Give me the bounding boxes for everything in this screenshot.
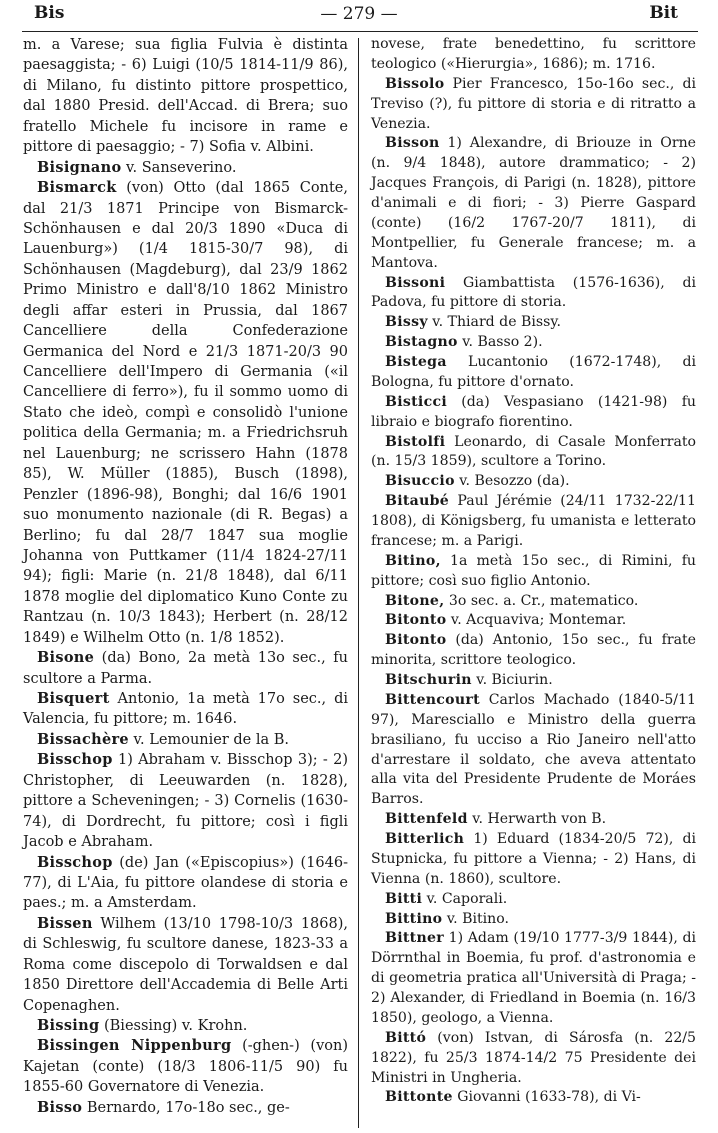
entry-text: 3o sec. a. Cr., matematico. — [444, 592, 639, 609]
entry-text: Lucantonio (1672-1748), di Bologna, fu pittore d'ornato. — [371, 354, 696, 390]
entry-headword: Bisschop — [37, 751, 113, 769]
entry-headword: Bissoni — [385, 274, 446, 291]
entry-headword: Bitti — [385, 890, 423, 907]
dictionary-entry — [371, 472, 696, 492]
dictionary-entry — [371, 393, 696, 433]
entry-text: 1) Adam (19/10 1777-3/9 1844), di Dörrnthal in Boemia, fu prof. d'astronomia e di geometria pratica all'Università di Praga; - 2) Alexander, di Friedland in Boemia (n. 16/3 1850), geologo, a Vienna. — [371, 930, 696, 1026]
entry-text: v. Besozzo (da). — [454, 473, 570, 490]
entry-text: Wilhem (13/10 1798-10/3 1868), di Schleswig, fu scultore danese, 1823-33 a Roma come discepolo di Torwaldsen e dal 1850 Direttore dell'Accademia di Belle Arti Copenaghen. — [23, 915, 348, 1014]
entry-headword: Bismarck — [37, 179, 117, 197]
dictionary-entry — [371, 134, 696, 273]
entry-headword: Bitterlich — [385, 831, 465, 847]
entry-text: v. Herwarth von B. — [467, 811, 607, 828]
entry-headword: Bittner — [385, 930, 445, 947]
entry-text: (von) Istvan, di Sárosfa (n. 22/5 1822), fu 25/3 1874-14/2 75 Presidente dei Ministri in Ungheria. — [371, 1029, 696, 1086]
entry-text: (-ghen-) (von) Kajetan (conte) (18/3 1806-11/5 90) fu 1855-60 Governatore di Venezia. — [23, 1038, 348, 1096]
entry-headword: Bisuccio — [385, 473, 455, 490]
entry-headword: Bisson — [385, 135, 440, 152]
dictionary-entry — [371, 35, 696, 75]
entry-headword: Bisso — [37, 1098, 83, 1116]
dictionary-entry — [371, 592, 696, 612]
entry-text: novese, frate benedettino, fu scrittore teologico («Hierurgia», 1686); m. 1716. — [371, 36, 696, 72]
dictionary-entry — [23, 158, 348, 178]
dictionary-entry — [371, 671, 696, 691]
entry-text: (von) Otto (dal 1865 Conte, dal 21/3 1871 Principe von Bismarck-Schönhausen e dal 20/3 1890 «Duca di Lauenburg») (1/4 1815-30/7 98), di Schönhausen (Magdeburg), dal 23/9 1862 Primo Ministro e dall'8/10 1862 Ministro degli affar esteri in Prussia, dal 1867 Cancelliere della Confederazione Germanica del Nord e 21/3 1871-20/3 90 Cancelliere dell'Impero di Germania («il Cancelliere di ferro»), fu il sommo uomo di Stato che ideò, compì e consolidò l'unione politica della Germania; m. a Friedrichsruh nel Lauenburg; ne scrissero Hahn (1878 85), W. Müller (1885), Busch (1898), Penzler (1896-98), Bonghi; dal 16/6 1901 suo monumento nazionale (di R. Begas) a Berlino; fu dal 28/7 1847 sua moglie Johanna von Puttkamer (11/4 1824-27/11 94); figli: Marie (n. 21/8 1848), dal 6/11 1878 moglie del diplomatico Kuno Conte zu Rantzau (n. 10/3 1843); Herbert (n. 28/12 1849) e Wilhelm Otto (n. 1/8 1852). — [23, 180, 348, 646]
entry-text: v. Thiard de Bissy. — [427, 314, 561, 331]
dictionary-entry — [371, 75, 696, 135]
dictionary-entry — [23, 648, 348, 689]
entry-text: Antonio, 1a metà 17o sec., di Valencia, fu pittore; m. 1646. — [23, 691, 348, 728]
dictionary-entry — [23, 853, 348, 914]
entry-text: m. a Varese; sua figlia Fulvia è distinta paesaggista; - 6) Luigi (10/5 1814-11/9 86), di Milano, fu distinto pittore prospettico, dal 1880 Presid. dell'Accad. di Brera; suo fratello Michele fu incisore in rame e pittore di paesaggio; - 7) Sofia v. Albini. — [23, 37, 348, 156]
running-head-left: Bis — [34, 3, 65, 23]
dictionary-entry — [23, 178, 348, 648]
dictionary-entry — [371, 929, 696, 1028]
entry-headword: Bitaubé — [385, 493, 450, 510]
dictionary-entry — [371, 313, 696, 333]
entry-headword: Bisquert — [37, 690, 110, 707]
entry-headword: Bitino, — [385, 552, 441, 569]
entry-text: 1) Abraham v. Bisschop 3); - 2) Christopher, di Leeuwarden (n. 1828), pittore a Scheveningen; - 3) Cornelis (1630-74), di Dordrecht, fu pittore; così i figli Jacob e Abraham. — [23, 752, 348, 851]
entry-headword: Bisignano — [37, 158, 122, 176]
dictionary-entry — [23, 689, 348, 730]
header-rule — [22, 31, 698, 32]
dictionary-entry — [371, 910, 696, 930]
page-header — [0, 0, 718, 34]
entry-text: v. Bitino. — [442, 910, 509, 927]
entry-text: v. Sanseverino. — [121, 159, 237, 176]
dictionary-entry — [23, 750, 348, 852]
entry-headword: Bissen — [37, 914, 93, 932]
dictionary-entry — [371, 274, 696, 314]
entry-text: Paul Jérémie (24/11 1732-22/11 1808), di Königsberg, fu umanista e letterato francese; m. a Parigi. — [371, 493, 696, 549]
entry-headword: Bisticci — [385, 393, 447, 410]
entry-headword: Bisschop — [37, 853, 113, 871]
dictionary-entry — [371, 631, 696, 671]
entry-headword: Bistega — [385, 354, 447, 370]
dictionary-entry — [371, 890, 696, 910]
entry-text: v. Basso 2). — [457, 334, 543, 351]
entry-headword: Bistagno — [385, 334, 458, 351]
dictionary-entry — [371, 1029, 696, 1089]
dictionary-entry — [371, 353, 696, 393]
entry-text: (da) Vespasiano (1421-98) fu libraio e biografo fiorentino. — [371, 393, 696, 430]
entry-text: v. Biciurin. — [471, 672, 553, 688]
entry-text: v. Lemounier de la B. — [128, 731, 290, 748]
dictionary-entry — [371, 433, 696, 473]
entry-text: v. Acquaviva; Montemar. — [446, 612, 627, 629]
entry-text: (Biessing) v. Krohn. — [99, 1018, 248, 1034]
entry-text: v. Caporali. — [422, 890, 508, 907]
entry-headword: Bittenfeld — [385, 811, 468, 828]
entry-text: Pier Francesco, 15o-16o sec., di Treviso (?), fu pittore di storia e di ritratto a Venezia. — [371, 75, 696, 132]
dictionary-entry — [371, 810, 696, 830]
dictionary-entry — [371, 691, 696, 810]
running-head-right: Bit — [649, 3, 678, 23]
entry-headword: Bittonte — [385, 1089, 453, 1106]
dictionary-entry — [23, 1098, 348, 1118]
entry-text: Giambattista (1576-1636), di Padova, fu pittore di storia. — [371, 274, 696, 311]
entry-text: (da) Antonio, 15o sec., fu frate minorita, scrittore teologico. — [371, 632, 696, 669]
entry-headword: Bittencourt — [385, 691, 480, 708]
dictionary-entry — [371, 552, 696, 592]
entry-text: Bernardo, 17o-18o sec., ge- — [82, 1099, 290, 1116]
entry-headword: Bittino — [385, 910, 443, 927]
entry-text: Giovanni (1633-78), di Vi- — [452, 1089, 641, 1106]
entry-text: Leonardo, di Casale Monferrato (n. 15/3 1859), scultore a Torino. — [371, 433, 696, 470]
dictionary-entry — [23, 730, 348, 750]
entry-headword: Bitone, — [385, 592, 445, 609]
dictionary-entry — [23, 1036, 348, 1097]
dictionary-entry — [23, 35, 348, 158]
entry-headword: Bistolfi — [385, 433, 446, 450]
dictionary-entry — [371, 333, 696, 353]
column-divider — [358, 38, 359, 1128]
entry-headword: Bitschurin — [385, 672, 472, 688]
dictionary-entry — [23, 1016, 348, 1036]
dictionary-entry — [371, 492, 696, 552]
entry-text: Carlos Machado (1840-5/11 97), Maresciallo e Ministro della guerra brasiliano, fu ucciso a Rio Janeiro nell'atto d'arrestare il soldato, che aveva attentato alla vita del Presidente Prudente de Moráes Barros. — [371, 691, 696, 808]
dictionary-entry — [371, 1088, 696, 1108]
entry-headword: Bissolo — [385, 75, 445, 92]
dictionary-entry — [371, 611, 696, 631]
entry-headword: Bitonto — [385, 612, 447, 629]
dictionary-entry — [23, 914, 348, 1016]
entry-headword: Bissy — [385, 314, 428, 331]
entry-headword: Bittó — [385, 1029, 427, 1046]
left-column — [23, 35, 348, 1118]
entry-text: 1a metà 15o sec., di Rimini, fu pittore; così suo figlio Antonio. — [371, 552, 696, 589]
right-column — [371, 35, 696, 1108]
entry-text: 1) Alexandre, di Briouze in Orne (n. 9/4 1848), autore drammatico; - 2) Jacques François, di Parigi (n. 1828), pittore d'animali e di fiori; - 3) Pierre Gaspard (conte) (16/2 1767-20/7 1811), di Montpellier, fu Generale francese; m. a Mantova. — [371, 135, 696, 271]
entry-text: (da) Bono, 2a metà 13o sec., fu scultore a Parma. — [23, 650, 348, 687]
entry-text: 1) Eduard (1834-20/5 72), di Stupnicka, fu pittore a Vienna; - 2) Hans, di Vienna (n. 1860), scultore. — [371, 831, 696, 887]
entry-text: (de) Jan («Episcopius») (1646-77), di L'Aia, fu pittore olandese di storia e paes.; m. a Amsterdam. — [23, 854, 348, 912]
entry-headword: Bissingen Nippenburg — [37, 1037, 232, 1055]
page-number: — 279 — — [320, 4, 398, 24]
entry-headword: Bisone — [37, 649, 95, 667]
entry-headword: Bissachère — [37, 730, 129, 748]
entry-headword: Bitonto — [385, 632, 447, 649]
dictionary-entry — [371, 830, 696, 890]
entry-headword: Bissing — [37, 1017, 100, 1034]
